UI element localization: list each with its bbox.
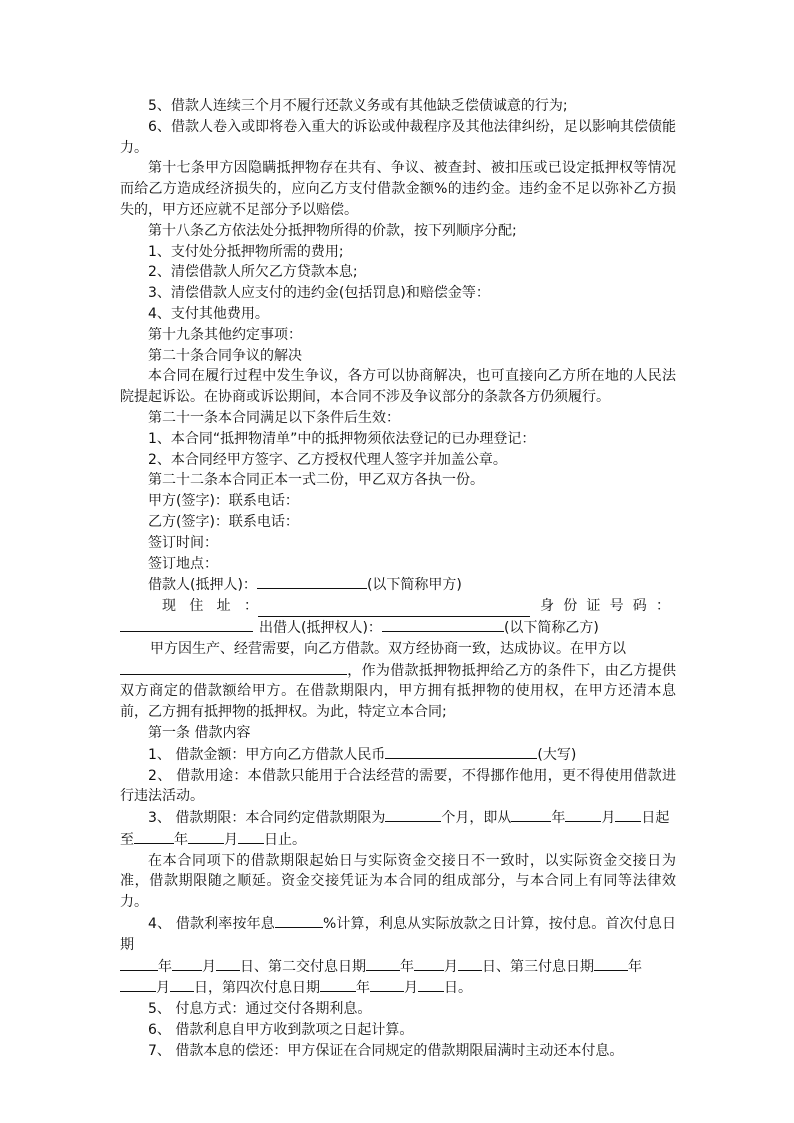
- loan-term-end-line: [120, 829, 676, 851]
- loan-purpose: 2、 借款用途：本借款只能用于合法经营的需要，不得挪作他用，更不得使用借款进行违法活动。: [120, 767, 676, 805]
- pay3-month-label: 月: [156, 980, 170, 997]
- article-20: 第二十条合同争议的解决: [148, 347, 302, 364]
- article-21: 第二十一条本合同满足以下条件后生效：: [148, 409, 400, 426]
- payment-method: 5、 付息方式：通过交付各期利息。: [148, 1001, 372, 1018]
- pay2-day-label: 日: [482, 958, 496, 975]
- lender-line: [120, 617, 676, 639]
- signature-party-b: 乙方(签字)：联系电话：: [148, 513, 299, 530]
- collateral-blank[interactable]: [120, 660, 347, 675]
- article-1-title: 第一条 借款内容: [148, 724, 251, 741]
- pay1-year-blank[interactable]: [120, 956, 158, 971]
- address-blank[interactable]: [258, 602, 530, 617]
- pay1-month-label: 月: [202, 958, 216, 975]
- article-22: 第二十二条本合同正本一式二份，甲乙双方各执一份。: [148, 472, 484, 489]
- start-year-blank[interactable]: [511, 807, 551, 822]
- pay4-month-blank[interactable]: [370, 977, 404, 992]
- clause-item-5: 5、借款人连续三个月不履行还款义务或有其他缺乏偿债诚意的行为;: [148, 98, 568, 114]
- interest-rate-line: [120, 913, 676, 956]
- article-18-item-3: 3、清偿借款人应支付的违约金(包括罚息)和赔偿金等：: [148, 285, 490, 302]
- loan-amount-line: [120, 744, 676, 766]
- lender-suffix: (以下简称乙方): [503, 619, 599, 636]
- pay3-year-label: 年: [628, 958, 642, 975]
- signature-party-a: 甲方(签字)：联系电话：: [148, 493, 299, 510]
- lender-name-blank[interactable]: [382, 617, 504, 632]
- start-month-label: 月: [601, 810, 616, 827]
- loan-term-label: 3、 借款期限：本合同约定借款期限为: [148, 810, 386, 827]
- intro-text: ，作为借款抵押物抵押给乙方的条件下，由乙方提供双方商定的借款额给甲方。在借款期限内，甲方拥有抵押物的使用权，在甲方还清本息前，乙方拥有抵押物的抵押权。为此，特定立本合同;: [120, 662, 676, 721]
- pay2-day-blank[interactable]: [458, 956, 482, 971]
- article-21-item-2: 2、本合同经甲方签字、乙方授权代理人签字并加盖公章。: [148, 451, 507, 468]
- document-body: [120, 96, 676, 1062]
- start-day-label: 日起: [641, 810, 670, 827]
- pay2-year-label: 年: [400, 958, 414, 975]
- term-months-blank[interactable]: [385, 807, 441, 822]
- id-number-label: 身 份 证 号 码 ：: [540, 598, 670, 615]
- term-note: 在本合同项下的借款期限起始日与实际资金交接日不一致时，以实际资金交接日为准，借款期限随之顺延。资金交接凭证为本合同的组成部分，与本合同上有同等法律效力。: [120, 852, 676, 911]
- pay1-year-label: 年: [158, 958, 172, 975]
- borrower-label: 借款人(抵押人)：: [148, 577, 257, 594]
- end-month-label: 月: [224, 831, 238, 848]
- id-number-blank[interactable]: [120, 617, 253, 632]
- pay3-year-blank[interactable]: [594, 956, 628, 971]
- article-18-item-1: 1、支付处分抵押物所需的费用;: [148, 243, 344, 260]
- pay2-year-blank[interactable]: [366, 956, 400, 971]
- pay4-year-label: 年: [356, 980, 370, 997]
- fourth-pay-label: ，第四次付息日期: [208, 980, 320, 997]
- article-19: 第十九条其他约定事项：: [148, 326, 302, 343]
- end-month-blank[interactable]: [188, 829, 224, 844]
- third-pay-label: 、第三付息日期: [496, 958, 594, 975]
- article-20-body: 本合同在履行过程中发生争议，各方可以协商解决，也可直接向乙方所在地的人民法院提起诉讼。在协商或诉讼期间，本合同不涉及争议部分的条款各方仍须履行。: [120, 368, 676, 406]
- article-17: 第十七条甲方因隐瞒抵押物存在共有、争议、被查封、被扣压或已设定抵押权等情况而给乙方造成经济损失的，应向乙方支付借款金额%的违约金。违约金不足以弥补乙方损失的，甲方还应就不足部分予以赔偿。: [120, 160, 676, 218]
- interest-rate-label: 4、 借款利率按年息: [148, 916, 275, 933]
- article-18: 第十八条乙方依法处分抵押物所得的价款，按下列顺序分配;: [148, 222, 517, 239]
- intro-line-1: 甲方因生产、经营需要，向乙方借款。双方经协商一致，达成协议。在甲方以: [150, 640, 626, 657]
- second-pay-label: 、第二交付息日期: [254, 958, 366, 975]
- pay3-month-blank[interactable]: [120, 977, 156, 992]
- intro-paragraph: [120, 660, 676, 723]
- article-18-item-2: 2、清偿借款人所欠乙方贷款本息;: [148, 264, 358, 281]
- end-year-blank[interactable]: [134, 829, 174, 844]
- pay4-year-blank[interactable]: [320, 977, 356, 992]
- interest-rate-text: %计算，利息从实际放款之日计算，按付息。首次付息日期: [120, 916, 676, 953]
- article-18-item-4: 4、支付其他费用。: [148, 305, 269, 322]
- pay2-month-blank[interactable]: [414, 956, 444, 971]
- payment-dates-line-1: [120, 956, 676, 978]
- borrower-line: [120, 574, 676, 596]
- loan-amount-suffix: (大写): [537, 746, 577, 763]
- pay3-day-blank[interactable]: [170, 977, 194, 992]
- end-day-blank[interactable]: [238, 829, 264, 844]
- start-year-label: 年: [551, 810, 566, 827]
- pay1-day-label: 日: [240, 958, 254, 975]
- article-21-item-1: 1、本合同“抵押物清单”中的抵押物须依法登记的已办理登记：: [148, 430, 536, 447]
- clause-item-6: 6、借款人卷入或即将卷入重大的诉讼或仲裁程序及其他法律纠纷，足以影响其偿债能力。: [120, 118, 676, 156]
- signature-time: 签订时间：: [148, 534, 218, 551]
- signature-place: 签订地点：: [148, 555, 218, 572]
- interest-start: 6、 借款利息自甲方收到款项之日起计算。: [148, 1022, 414, 1039]
- term-months-text: 个月，即从: [441, 810, 512, 827]
- start-month-blank[interactable]: [565, 807, 601, 822]
- loan-amount-label: 1、 借款金额：甲方向乙方借款人民币: [148, 746, 386, 763]
- borrower-suffix: (以下简称甲方): [366, 577, 462, 594]
- repayment-clause: 7、 借款本息的偿还：甲方保证在合同规定的借款期限届满时主动还本付息。: [148, 1042, 624, 1059]
- loan-amount-blank[interactable]: [385, 744, 537, 759]
- term-to-label: 至: [120, 831, 134, 848]
- address-line: [120, 596, 676, 617]
- borrower-name-blank[interactable]: [257, 574, 367, 589]
- end-day-label: 日止。: [264, 831, 306, 848]
- address-label: 现 住 址 ：: [162, 598, 258, 615]
- loan-term-line: [120, 807, 676, 829]
- lender-label: 出借人(抵押权人)：: [259, 619, 382, 636]
- pay4-day-blank[interactable]: [418, 977, 444, 992]
- pay2-month-label: 月: [444, 958, 458, 975]
- payment-dates-line-2: [120, 977, 676, 999]
- interest-rate-blank[interactable]: [275, 913, 323, 928]
- pay3-day-label: 日: [194, 980, 208, 997]
- pay4-month-label: 月: [404, 980, 418, 997]
- pay1-month-blank[interactable]: [172, 956, 202, 971]
- pay1-day-blank[interactable]: [216, 956, 240, 971]
- pay4-day-label: 日。: [444, 980, 472, 997]
- start-day-blank[interactable]: [615, 807, 641, 822]
- end-year-label: 年: [174, 831, 188, 848]
